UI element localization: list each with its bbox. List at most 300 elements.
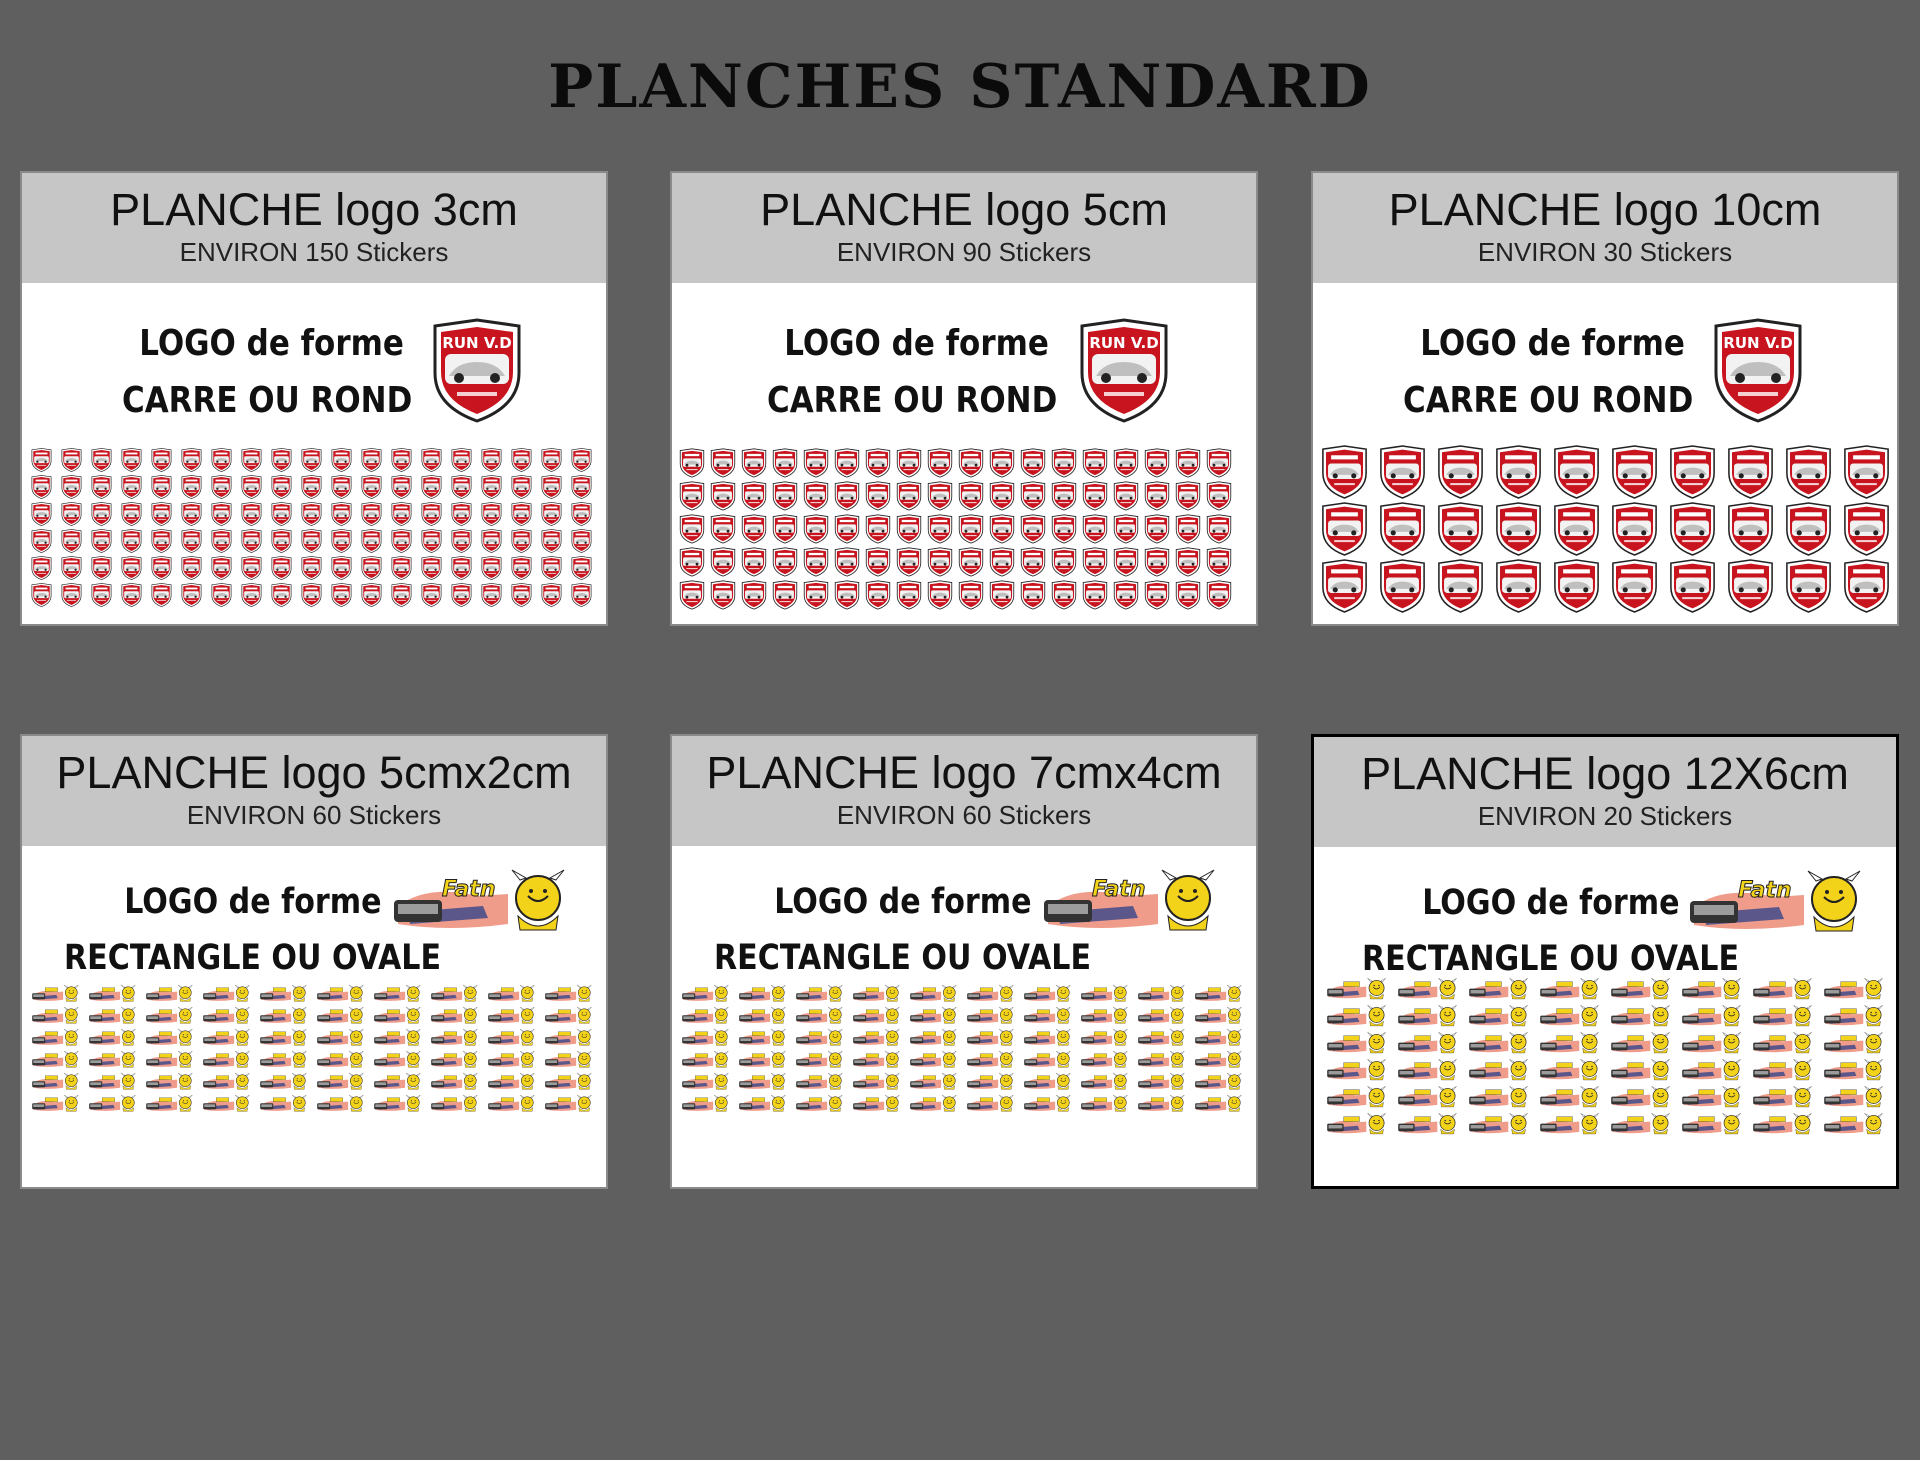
sticker-thumbnail bbox=[328, 529, 355, 553]
svg-text:RUN V.D: RUN V.D bbox=[1089, 334, 1159, 352]
sticker-grid bbox=[1322, 977, 1890, 1137]
sticker-thumbnail bbox=[1174, 448, 1202, 478]
sticker-thumbnail bbox=[926, 481, 954, 511]
run-vd-shield-logo bbox=[427, 318, 527, 423]
sticker-thumbnail bbox=[568, 556, 595, 580]
sticker-thumbnail bbox=[370, 1094, 424, 1113]
svg-text:RUN V.D: RUN V.D bbox=[1723, 334, 1793, 352]
sticker-thumbnail bbox=[484, 1006, 538, 1025]
sticker-thumbnail bbox=[735, 1072, 789, 1091]
sticker-thumbnail bbox=[538, 556, 565, 580]
sticker-thumbnail bbox=[926, 580, 954, 610]
sticker-thumbnail bbox=[178, 502, 205, 526]
sticker-thumbnail bbox=[1019, 514, 1047, 544]
sticker-thumbnail bbox=[1019, 481, 1047, 511]
sticker-sheet-card-3cm[interactable] bbox=[20, 171, 608, 626]
sticker-thumbnail bbox=[427, 984, 481, 1003]
sticker-thumbnail bbox=[508, 583, 535, 607]
sticker-thumbnail bbox=[792, 1072, 846, 1091]
sticker-thumbnail bbox=[1535, 1004, 1603, 1028]
sticker-thumbnail bbox=[1491, 445, 1546, 499]
sticker-thumbnail bbox=[313, 1006, 367, 1025]
sticker-thumbnail bbox=[678, 547, 706, 577]
sticker-thumbnail bbox=[298, 583, 325, 607]
card-header bbox=[1313, 173, 1897, 283]
sticker-thumbnail bbox=[1375, 502, 1430, 556]
svg-text:RUN V.D: RUN V.D bbox=[442, 334, 512, 352]
sticker-thumbnail bbox=[298, 448, 325, 472]
card-header bbox=[1314, 737, 1896, 847]
sticker-thumbnail bbox=[118, 583, 145, 607]
sticker-thumbnail bbox=[1205, 514, 1233, 544]
sticker-thumbnail bbox=[142, 984, 196, 1003]
sticker-thumbnail bbox=[1723, 502, 1778, 556]
sticker-grid bbox=[28, 984, 603, 1114]
sticker-thumbnail bbox=[370, 1072, 424, 1091]
sticker-thumbnail bbox=[148, 448, 175, 472]
sticker-thumbnail bbox=[1491, 559, 1546, 613]
sticker-thumbnail bbox=[208, 529, 235, 553]
sticker-sheet-card-5x2cm[interactable] bbox=[20, 734, 608, 1189]
sticker-thumbnail bbox=[906, 1050, 960, 1069]
fatn-bull-logo bbox=[388, 866, 568, 936]
sticker-thumbnail bbox=[448, 448, 475, 472]
sticker-thumbnail bbox=[1081, 481, 1109, 511]
sticker-thumbnail bbox=[1606, 1112, 1674, 1136]
sticker-thumbnail bbox=[358, 448, 385, 472]
page-title: PLANCHES STANDARD bbox=[548, 52, 1372, 122]
sticker-thumbnail bbox=[1077, 1050, 1131, 1069]
sticker-thumbnail bbox=[178, 583, 205, 607]
sticker-thumbnail bbox=[849, 1094, 903, 1113]
sticker-thumbnail bbox=[448, 475, 475, 499]
sticker-thumbnail bbox=[1393, 977, 1461, 1001]
card-title: PLANCHE logo 3cm bbox=[110, 184, 518, 235]
sticker-thumbnail bbox=[427, 1028, 481, 1047]
sticker-sheet-card-12x6cm[interactable] bbox=[1311, 734, 1899, 1189]
sticker-thumbnail bbox=[238, 583, 265, 607]
sticker-thumbnail bbox=[792, 1094, 846, 1113]
sticker-thumbnail bbox=[88, 583, 115, 607]
sticker-thumbnail bbox=[1665, 502, 1720, 556]
sticker-thumbnail bbox=[906, 1028, 960, 1047]
sticker-thumbnail bbox=[508, 448, 535, 472]
sticker-thumbnail bbox=[1317, 559, 1372, 613]
sticker-thumbnail bbox=[1322, 1112, 1390, 1136]
sticker-thumbnail bbox=[28, 1028, 82, 1047]
sticker-thumbnail bbox=[427, 1006, 481, 1025]
sticker-thumbnail bbox=[388, 502, 415, 526]
sticker-thumbnail bbox=[1112, 580, 1140, 610]
sticker-thumbnail bbox=[208, 448, 235, 472]
shape-label-line2: CARRE OU ROND bbox=[1403, 380, 1694, 421]
sticker-thumbnail bbox=[85, 1094, 139, 1113]
sticker-thumbnail bbox=[771, 580, 799, 610]
sticker-thumbnail bbox=[709, 580, 737, 610]
sticker-thumbnail bbox=[1174, 580, 1202, 610]
sticker-thumbnail bbox=[58, 475, 85, 499]
sticker-thumbnail bbox=[538, 583, 565, 607]
sticker-thumbnail bbox=[1665, 445, 1720, 499]
sticker-thumbnail bbox=[1748, 1004, 1816, 1028]
sticker-thumbnail bbox=[1143, 448, 1171, 478]
sticker-thumbnail bbox=[988, 514, 1016, 544]
shape-label bbox=[767, 315, 1057, 429]
sticker-thumbnail bbox=[118, 475, 145, 499]
sticker-thumbnail bbox=[1112, 481, 1140, 511]
sticker-sheet-card-7x4cm[interactable] bbox=[670, 734, 1258, 1189]
sticker-thumbnail bbox=[1677, 1004, 1745, 1028]
sticker-thumbnail bbox=[895, 448, 923, 478]
sticker-thumbnail bbox=[328, 448, 355, 472]
sticker-thumbnail bbox=[1393, 1085, 1461, 1109]
sticker-thumbnail bbox=[85, 1072, 139, 1091]
sticker-thumbnail bbox=[208, 475, 235, 499]
sticker-sheet-card-10cm[interactable] bbox=[1311, 171, 1899, 626]
sticker-thumbnail bbox=[849, 1028, 903, 1047]
sticker-thumbnail bbox=[1143, 514, 1171, 544]
sticker-thumbnail bbox=[58, 583, 85, 607]
sticker-thumbnail bbox=[541, 1072, 595, 1091]
sticker-thumbnail bbox=[118, 529, 145, 553]
sticker-thumbnail bbox=[508, 556, 535, 580]
sticker-thumbnail bbox=[328, 502, 355, 526]
sticker-thumbnail bbox=[1677, 1085, 1745, 1109]
shape-label-line1: LOGO de forme bbox=[139, 323, 404, 364]
sticker-thumbnail bbox=[28, 556, 55, 580]
shape-label-line1: LOGO de forme bbox=[124, 882, 382, 922]
sticker-thumbnail bbox=[1839, 445, 1894, 499]
sticker-thumbnail bbox=[1781, 502, 1836, 556]
sticker-thumbnail bbox=[926, 448, 954, 478]
sticker-thumbnail bbox=[484, 1028, 538, 1047]
sticker-thumbnail bbox=[268, 502, 295, 526]
sticker-thumbnail bbox=[1019, 448, 1047, 478]
sticker-thumbnail bbox=[427, 1072, 481, 1091]
sticker-thumbnail bbox=[833, 580, 861, 610]
sticker-thumbnail bbox=[199, 984, 253, 1003]
sticker-thumbnail bbox=[1019, 547, 1047, 577]
sticker-thumbnail bbox=[1174, 514, 1202, 544]
sticker-thumbnail bbox=[148, 475, 175, 499]
sticker-thumbnail bbox=[833, 547, 861, 577]
sticker-thumbnail bbox=[1191, 1094, 1245, 1113]
sticker-thumbnail bbox=[508, 502, 535, 526]
sticker-thumbnail bbox=[142, 1006, 196, 1025]
sticker-thumbnail bbox=[142, 1028, 196, 1047]
sticker-thumbnail bbox=[28, 448, 55, 472]
sticker-thumbnail bbox=[418, 529, 445, 553]
shape-label bbox=[714, 874, 1091, 986]
sticker-thumbnail bbox=[484, 1072, 538, 1091]
sticker-thumbnail bbox=[178, 529, 205, 553]
sticker-thumbnail bbox=[1081, 448, 1109, 478]
sticker-thumbnail bbox=[1191, 1072, 1245, 1091]
sticker-thumbnail bbox=[1393, 1031, 1461, 1055]
sticker-thumbnail bbox=[1819, 1031, 1887, 1055]
sticker-thumbnail bbox=[1748, 1112, 1816, 1136]
sticker-sheet-card-5cm[interactable] bbox=[670, 171, 1258, 626]
sticker-thumbnail bbox=[370, 1006, 424, 1025]
sticker-thumbnail bbox=[1606, 1031, 1674, 1055]
sticker-thumbnail bbox=[85, 1006, 139, 1025]
sticker-thumbnail bbox=[1375, 445, 1430, 499]
card-subtitle: ENVIRON 60 Stickers bbox=[836, 799, 1092, 830]
sticker-thumbnail bbox=[1205, 580, 1233, 610]
sticker-thumbnail bbox=[427, 1094, 481, 1113]
sticker-thumbnail bbox=[1191, 1006, 1245, 1025]
sticker-thumbnail bbox=[849, 1072, 903, 1091]
sticker-thumbnail bbox=[957, 514, 985, 544]
sticker-thumbnail bbox=[199, 1072, 253, 1091]
sticker-thumbnail bbox=[28, 984, 82, 1003]
sticker-thumbnail bbox=[541, 984, 595, 1003]
sticker-thumbnail bbox=[988, 547, 1016, 577]
sticker-thumbnail bbox=[388, 529, 415, 553]
sticker-thumbnail bbox=[1322, 1004, 1390, 1028]
sticker-thumbnail bbox=[963, 1050, 1017, 1069]
sticker-thumbnail bbox=[208, 502, 235, 526]
sticker-thumbnail bbox=[771, 448, 799, 478]
sticker-thumbnail bbox=[313, 1072, 367, 1091]
shape-label-line1: LOGO de forme bbox=[774, 882, 1032, 922]
sticker-thumbnail bbox=[833, 481, 861, 511]
sticker-thumbnail bbox=[418, 448, 445, 472]
sticker-thumbnail bbox=[1607, 445, 1662, 499]
sticker-thumbnail bbox=[58, 529, 85, 553]
sticker-thumbnail bbox=[1433, 445, 1488, 499]
sticker-thumbnail bbox=[1020, 1072, 1074, 1091]
sticker-thumbnail bbox=[328, 583, 355, 607]
sticker-thumbnail bbox=[28, 502, 55, 526]
shape-label-line2: RECTANGLE OU OVALE bbox=[1362, 939, 1740, 979]
sticker-thumbnail bbox=[678, 448, 706, 478]
sticker-thumbnail bbox=[1050, 514, 1078, 544]
sticker-thumbnail bbox=[370, 1028, 424, 1047]
sticker-thumbnail bbox=[1143, 481, 1171, 511]
sticker-thumbnail bbox=[1393, 1058, 1461, 1082]
sticker-thumbnail bbox=[313, 1094, 367, 1113]
sticker-grid bbox=[28, 448, 598, 608]
sticker-thumbnail bbox=[199, 1094, 253, 1113]
sticker-thumbnail bbox=[1607, 502, 1662, 556]
shape-label-line2: RECTANGLE OU OVALE bbox=[714, 938, 1092, 978]
sticker-thumbnail bbox=[388, 475, 415, 499]
sticker-thumbnail bbox=[370, 1050, 424, 1069]
sticker-thumbnail bbox=[792, 1028, 846, 1047]
sticker-thumbnail bbox=[1322, 977, 1390, 1001]
sticker-thumbnail bbox=[678, 1006, 732, 1025]
sticker-thumbnail bbox=[849, 1050, 903, 1069]
sticker-thumbnail bbox=[199, 1006, 253, 1025]
sticker-thumbnail bbox=[298, 475, 325, 499]
sticker-thumbnail bbox=[88, 448, 115, 472]
sticker-thumbnail bbox=[740, 481, 768, 511]
sticker-thumbnail bbox=[448, 556, 475, 580]
sticker-thumbnail bbox=[1317, 502, 1372, 556]
sticker-thumbnail bbox=[963, 1006, 1017, 1025]
sticker-thumbnail bbox=[957, 580, 985, 610]
sticker-thumbnail bbox=[1020, 1028, 1074, 1047]
sticker-thumbnail bbox=[238, 448, 265, 472]
card-title: PLANCHE logo 5cmx2cm bbox=[56, 747, 572, 798]
sticker-thumbnail bbox=[802, 547, 830, 577]
sticker-thumbnail bbox=[1205, 448, 1233, 478]
sticker-thumbnail bbox=[268, 556, 295, 580]
sticker-thumbnail bbox=[906, 1006, 960, 1025]
sticker-thumbnail bbox=[358, 556, 385, 580]
sticker-thumbnail bbox=[988, 580, 1016, 610]
sticker-thumbnail bbox=[1549, 445, 1604, 499]
sticker-thumbnail bbox=[298, 529, 325, 553]
sticker-thumbnail bbox=[1748, 1085, 1816, 1109]
sticker-thumbnail bbox=[1606, 1004, 1674, 1028]
sticker-thumbnail bbox=[1322, 1031, 1390, 1055]
sticker-thumbnail bbox=[1535, 1058, 1603, 1082]
sticker-thumbnail bbox=[538, 475, 565, 499]
sticker-thumbnail bbox=[58, 448, 85, 472]
sticker-thumbnail bbox=[256, 1072, 310, 1091]
sticker-thumbnail bbox=[1433, 559, 1488, 613]
sticker-thumbnail bbox=[1134, 1050, 1188, 1069]
sticker-thumbnail bbox=[508, 475, 535, 499]
sticker-thumbnail bbox=[1549, 502, 1604, 556]
sticker-thumbnail bbox=[1535, 1112, 1603, 1136]
card-subtitle: ENVIRON 60 Stickers bbox=[186, 799, 442, 830]
svg-text:Fatn: Fatn bbox=[442, 877, 496, 902]
sticker-thumbnail bbox=[895, 481, 923, 511]
sticker-thumbnail bbox=[88, 475, 115, 499]
sticker-thumbnail bbox=[478, 475, 505, 499]
sticker-thumbnail bbox=[88, 556, 115, 580]
sticker-thumbnail bbox=[28, 1006, 82, 1025]
sticker-thumbnail bbox=[1464, 1031, 1532, 1055]
sticker-thumbnail bbox=[1020, 1050, 1074, 1069]
sticker-thumbnail bbox=[1191, 984, 1245, 1003]
sticker-thumbnail bbox=[735, 984, 789, 1003]
sticker-thumbnail bbox=[1050, 481, 1078, 511]
sticker-thumbnail bbox=[313, 1050, 367, 1069]
sticker-thumbnail bbox=[568, 475, 595, 499]
sticker-thumbnail bbox=[199, 1050, 253, 1069]
sticker-thumbnail bbox=[735, 1050, 789, 1069]
shape-label-line2: CARRE OU ROND bbox=[767, 380, 1058, 421]
sticker-thumbnail bbox=[541, 1050, 595, 1069]
card-subtitle: ENVIRON 30 Stickers bbox=[1477, 236, 1733, 267]
sticker-thumbnail bbox=[148, 529, 175, 553]
sticker-thumbnail bbox=[1464, 1058, 1532, 1082]
sticker-thumbnail bbox=[1781, 445, 1836, 499]
sticker-thumbnail bbox=[427, 1050, 481, 1069]
sticker-thumbnail bbox=[28, 1050, 82, 1069]
sticker-thumbnail bbox=[1077, 1094, 1131, 1113]
sticker-thumbnail bbox=[771, 514, 799, 544]
sticker-thumbnail bbox=[1723, 445, 1778, 499]
sticker-thumbnail bbox=[256, 1050, 310, 1069]
shape-label bbox=[64, 874, 441, 986]
sticker-thumbnail bbox=[85, 1050, 139, 1069]
sticker-thumbnail bbox=[678, 514, 706, 544]
sticker-thumbnail bbox=[418, 502, 445, 526]
sticker-thumbnail bbox=[58, 556, 85, 580]
sticker-thumbnail bbox=[1819, 977, 1887, 1001]
sticker-thumbnail bbox=[1205, 481, 1233, 511]
sticker-thumbnail bbox=[1143, 547, 1171, 577]
sticker-thumbnail bbox=[1020, 984, 1074, 1003]
sticker-thumbnail bbox=[313, 1028, 367, 1047]
sticker-thumbnail bbox=[538, 502, 565, 526]
sticker-thumbnail bbox=[864, 481, 892, 511]
sticker-thumbnail bbox=[849, 1006, 903, 1025]
sticker-thumbnail bbox=[268, 583, 295, 607]
sticker-thumbnail bbox=[709, 514, 737, 544]
sticker-thumbnail bbox=[1748, 1031, 1816, 1055]
sticker-thumbnail bbox=[1174, 547, 1202, 577]
sticker-thumbnail bbox=[678, 580, 706, 610]
sticker-thumbnail bbox=[568, 502, 595, 526]
sticker-thumbnail bbox=[1081, 580, 1109, 610]
shape-label-line2: RECTANGLE OU OVALE bbox=[64, 938, 442, 978]
sticker-thumbnail bbox=[388, 583, 415, 607]
sticker-thumbnail bbox=[148, 583, 175, 607]
sticker-thumbnail bbox=[1819, 1112, 1887, 1136]
sticker-thumbnail bbox=[771, 547, 799, 577]
sticker-thumbnail bbox=[849, 984, 903, 1003]
sticker-thumbnail bbox=[358, 583, 385, 607]
sticker-thumbnail bbox=[1205, 547, 1233, 577]
shape-label bbox=[122, 315, 412, 429]
card-subtitle: ENVIRON 20 Stickers bbox=[1477, 800, 1733, 831]
sticker-thumbnail bbox=[448, 583, 475, 607]
sticker-thumbnail bbox=[864, 448, 892, 478]
sticker-thumbnail bbox=[28, 1072, 82, 1091]
sticker-thumbnail bbox=[178, 448, 205, 472]
sticker-thumbnail bbox=[906, 1072, 960, 1091]
sticker-thumbnail bbox=[1191, 1050, 1245, 1069]
sticker-thumbnail bbox=[963, 1028, 1017, 1047]
sticker-thumbnail bbox=[298, 502, 325, 526]
sticker-thumbnail bbox=[678, 1072, 732, 1091]
sticker-thumbnail bbox=[1464, 1112, 1532, 1136]
sticker-thumbnail bbox=[1174, 481, 1202, 511]
sticker-thumbnail bbox=[906, 1094, 960, 1113]
sticker-thumbnail bbox=[28, 1094, 82, 1113]
sticker-thumbnail bbox=[802, 514, 830, 544]
sticker-thumbnail bbox=[1464, 1085, 1532, 1109]
card-header bbox=[672, 736, 1256, 846]
sticker-thumbnail bbox=[1081, 547, 1109, 577]
sticker-thumbnail bbox=[1723, 559, 1778, 613]
sticker-thumbnail bbox=[199, 1028, 253, 1047]
sticker-thumbnail bbox=[1019, 580, 1047, 610]
fatn-bull-logo bbox=[1684, 867, 1864, 937]
sticker-thumbnail bbox=[1317, 445, 1372, 499]
sticker-thumbnail bbox=[1050, 448, 1078, 478]
sticker-thumbnail bbox=[478, 448, 505, 472]
sticker-thumbnail bbox=[1433, 502, 1488, 556]
sticker-thumbnail bbox=[833, 448, 861, 478]
sticker-thumbnail bbox=[1322, 1058, 1390, 1082]
shape-label-line1: LOGO de forme bbox=[1420, 323, 1685, 364]
sticker-thumbnail bbox=[358, 529, 385, 553]
sticker-thumbnail bbox=[538, 448, 565, 472]
sticker-thumbnail bbox=[256, 984, 310, 1003]
sticker-grid bbox=[678, 448, 1250, 613]
sticker-thumbnail bbox=[1077, 1028, 1131, 1047]
sticker-thumbnail bbox=[85, 984, 139, 1003]
sticker-thumbnail bbox=[1819, 1085, 1887, 1109]
shape-label-line1: LOGO de forme bbox=[1422, 883, 1680, 923]
